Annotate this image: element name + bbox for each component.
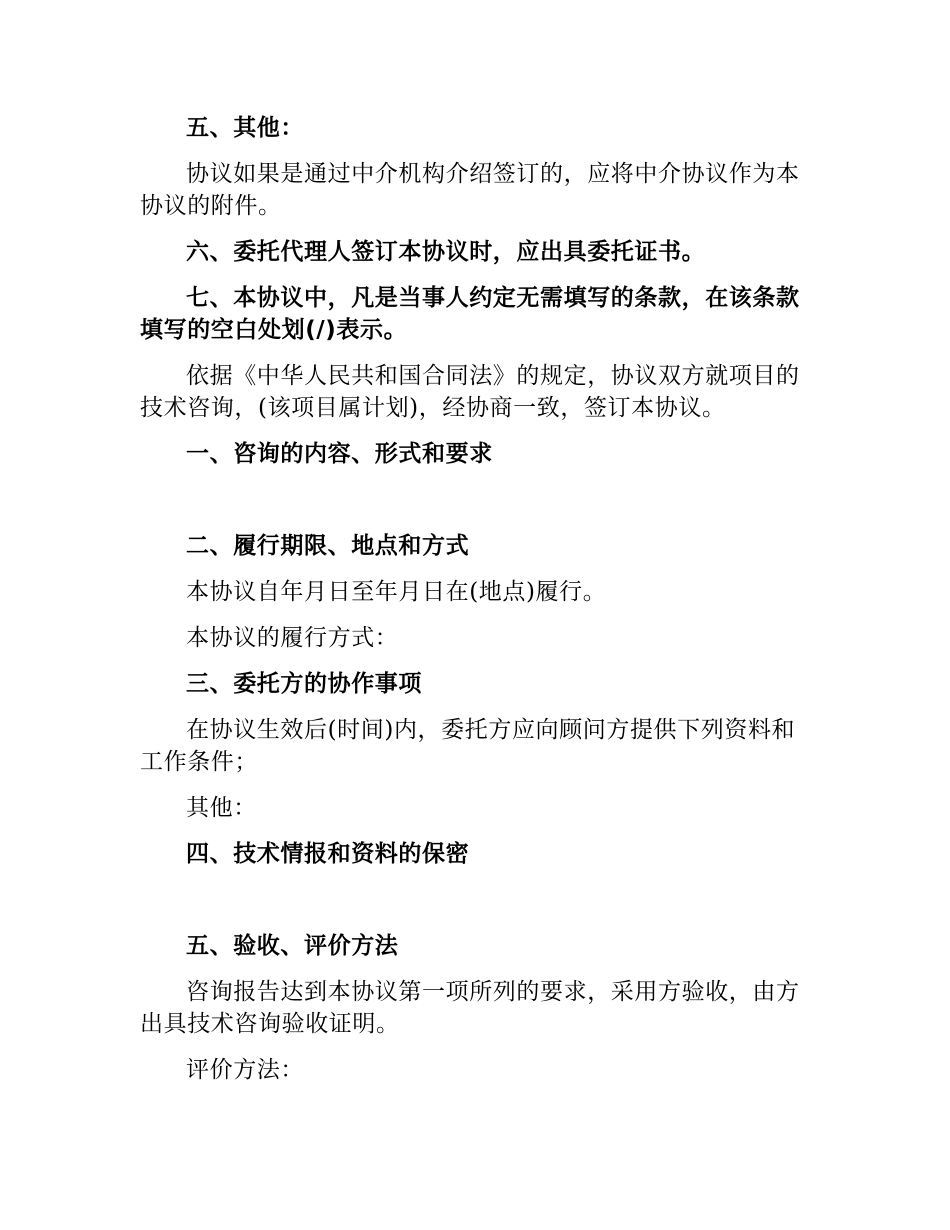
spacer xyxy=(140,962,808,976)
spacer xyxy=(140,608,808,622)
paragraph-acceptance: 咨询报告达到本协议第一项所列的要求，采用方验收，由方出具技术咨询验收证明。 xyxy=(140,979,800,1037)
paragraph-intermediary: 协议如果是通过中介机构介绍签订的，应将中介协议作为本协议的附件。 xyxy=(140,161,800,219)
spacer xyxy=(140,824,808,838)
heading-client-cooperation: 三、委托方的协作事项 xyxy=(186,671,422,697)
paragraph-others: 其他： xyxy=(186,795,257,821)
heading-agent-certificate: 六、委托代理人签订本协议时，应出具委托证书。 xyxy=(186,239,706,265)
heading-confidentiality: 四、技术情报和资料的保密 xyxy=(186,841,470,867)
spacer xyxy=(140,778,808,792)
spacer xyxy=(140,144,808,158)
paragraph-performance-method: 本协议的履行方式： xyxy=(186,625,399,651)
spacer xyxy=(140,222,808,236)
spacer xyxy=(140,700,808,714)
document-page xyxy=(140,112,808,1086)
paragraph-materials: 在协议生效后(时间)内，委托方应向顾问方提供下列资料和工作条件； xyxy=(140,717,796,775)
spacer xyxy=(140,470,808,530)
spacer xyxy=(140,346,808,360)
spacer xyxy=(140,654,808,668)
spacer xyxy=(140,870,808,930)
spacer xyxy=(140,1040,808,1054)
paragraph-evaluation: 评价方法： xyxy=(186,1057,304,1083)
paragraph-performance-term: 本协议自年月日至年月日在(地点)履行。 xyxy=(186,579,607,605)
spacer xyxy=(140,562,808,576)
heading-performance-term: 二、履行期限、地点和方式 xyxy=(186,533,470,559)
heading-acceptance: 五、验收、评价方法 xyxy=(186,933,399,959)
paragraph-legal-basis: 依据《中华人民共和国合同法》的规定，协议双方就项目的技术咨询，(该项目属计划)，经协商一致，签订本协议。 xyxy=(140,363,800,421)
spacer xyxy=(140,268,808,282)
heading-blank-clauses: 七、本协议中，凡是当事人约定无需填写的条款，在该条款填写的空白处划(/)表示。 xyxy=(140,285,800,343)
heading-other: 五、其他： xyxy=(186,115,304,141)
spacer xyxy=(140,424,808,438)
heading-consulting-content: 一、咨询的内容、形式和要求 xyxy=(186,441,493,467)
